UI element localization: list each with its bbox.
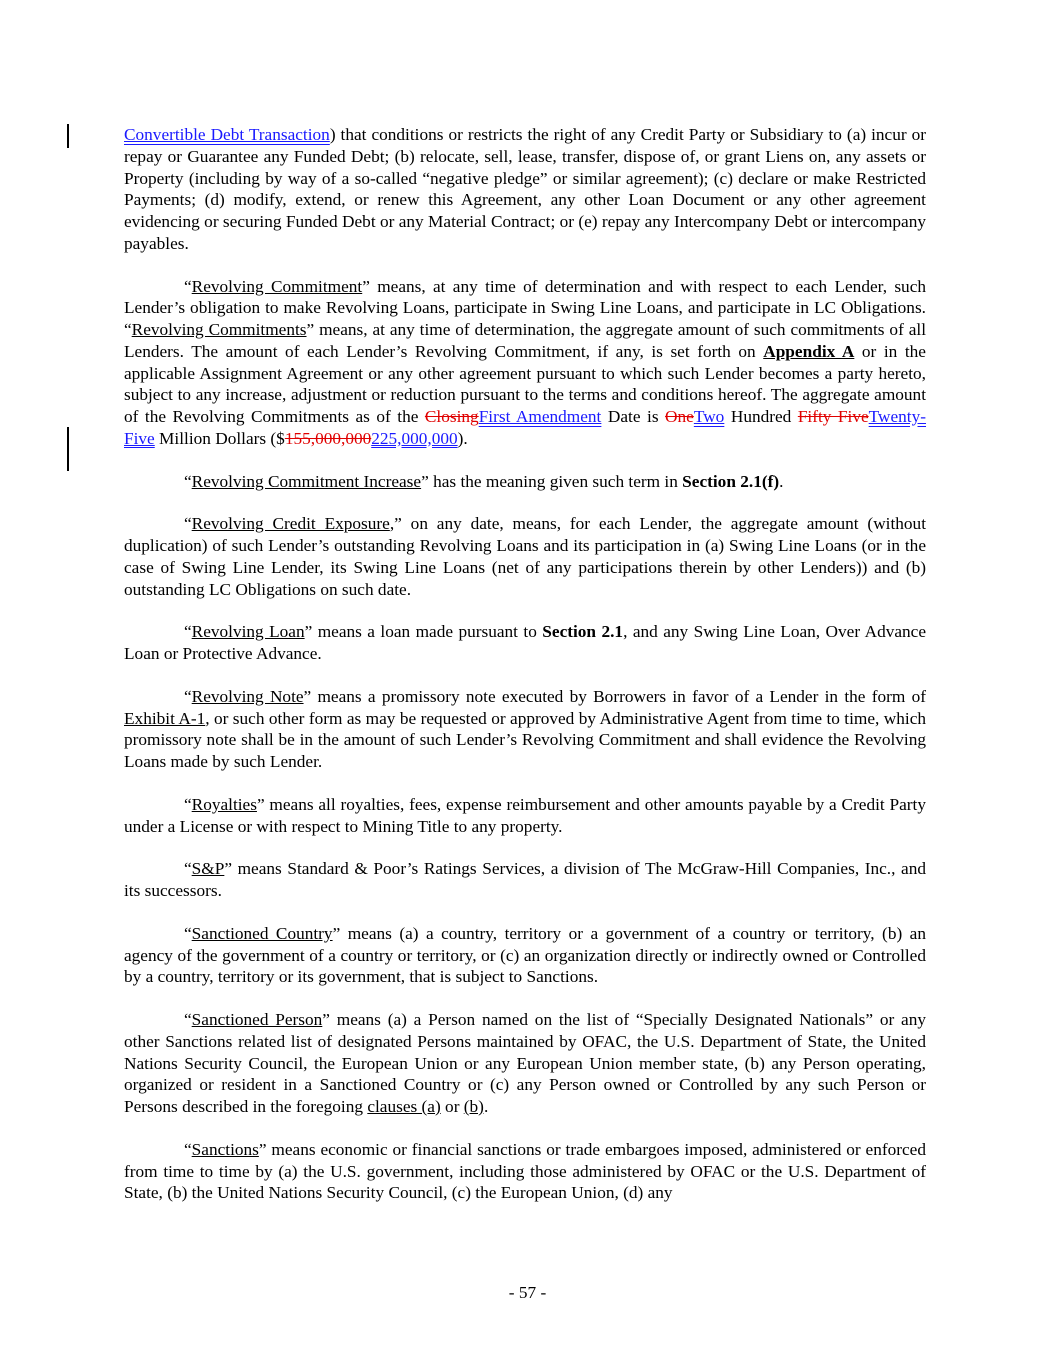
defined-term: Sanctioned Country <box>191 923 333 943</box>
page-number: - 57 - <box>508 1283 547 1302</box>
text-run: ). <box>457 428 468 448</box>
inserted-text: Two <box>693 407 725 426</box>
change-bar <box>67 124 69 148</box>
defined-term: Sanctioned Person <box>191 1010 323 1029</box>
definition-paragraph <box>124 686 926 773</box>
defined-term: Revolving Commitments <box>131 320 307 339</box>
text-run: . <box>779 471 784 491</box>
text-run: “ <box>184 794 192 814</box>
text-run: ” means Standard & Poor’s Ratings Services, a division of The McGraw-Hill Companies, Inc., and its successors. <box>124 859 926 900</box>
defined-term: Revolving Loan <box>191 622 305 642</box>
text-run: or in the applicable Assignment Agreement or any other agreement pursuant to which such Lender becomes a party hereto, subject to any increase, adjustment or reduction pursuant to the terms and conditions hereof. The aggregate amount of the Revolving Commitments as of the <box>124 341 926 426</box>
definition-paragraph <box>124 124 926 255</box>
defined-term: Revolving Credit Exposure <box>191 514 390 534</box>
defined-term: Royalties <box>191 794 257 814</box>
text-run: “ <box>184 686 192 706</box>
defined-term: Sanctions <box>191 1139 259 1159</box>
definition-paragraph <box>124 858 926 902</box>
definition-paragraph <box>124 923 926 988</box>
text-run: “ <box>184 1010 192 1029</box>
text-run: ” means (a) a Person named on the list of “Specially Designated Nationals” or any other Sanctions related list of designated Persons maintained by OFAC, the U.S. Department of State, the United Nations Security Council, the European Union or any European Union member state, (b) any Person operating, organized or resident in a Sanctioned Country or (c) any Person owned or Controlled by any such Person or Persons described in the foregoing <box>124 1010 926 1116</box>
text-run: Hundred <box>724 407 798 426</box>
deleted-text: Fifty Five <box>797 407 869 426</box>
text-run: ) that conditions or restricts the right of any Credit Party or Subsidiary to (a) incur or repay or Guarantee any Funded Debt; (b) relocate, sell, lease, transfer, dispose of, or grant Liens on, any assets or Property (including by way of a so-called “negative pledge” or similar agreement); (c) declare or make Restricted Payments; (d) modify, extend, or renew this Agreement, any other Loan Document or any other agreement evidencing or securing Funded Debt or any Material Contract; or (e) repay any Intercompany Debt or intercompany payables. <box>124 125 926 253</box>
definition-paragraph <box>124 1139 926 1204</box>
text-run: “ <box>184 514 192 534</box>
definition-paragraph <box>124 794 926 838</box>
defined-term: Revolving Note <box>191 686 304 706</box>
inserted-text: 225,000,000 <box>371 428 458 448</box>
defined-term: clauses (a) <box>367 1097 441 1116</box>
change-bar <box>67 427 69 471</box>
text-run: “ <box>184 622 192 642</box>
text-run: “ <box>184 923 192 943</box>
deleted-text: 155,000,000 <box>284 428 372 448</box>
text-run: or <box>440 1097 464 1116</box>
defined-term: Revolving Commitment <box>191 276 363 296</box>
section-reference: Section 2.1(f) <box>682 471 780 491</box>
text-run: , and any Swing Line Loan, Over Advance Loan or Protective Advance. <box>124 622 926 663</box>
text-run: ” means, at any time of determination, the aggregate amount of such commitments of all Lenders. The amount of each Lender’s Revolving Commitment, if any, is set forth on <box>124 320 926 361</box>
text-run: ” means, at any time of determination and with respect to each Lender, such Lender’s obligation to make Revolving Loans, participate in Swing Line Loans, and participate in LC Obligations. “ <box>124 276 927 339</box>
defined-term: Exhibit A-1 <box>124 708 206 728</box>
definition-paragraph <box>124 276 926 450</box>
defined-term: Revolving Commitment Increase <box>191 471 422 491</box>
text-run: “ <box>184 471 192 491</box>
inserted-text: Twenty-Five <box>124 407 926 448</box>
text-run: ” means all royalties, fees, expense reimbursement and other amounts payable by a Credit Party under a License or with respect to Mining Title to any property. <box>124 794 926 836</box>
definition-paragraph <box>124 1009 926 1118</box>
text-run: ” means economic or financial sanctions or trade embargoes imposed, administered or enforced from time to time by (a) the U.S. government, including those administered by OFAC or the U.S. Department of State, (b) the United Nations Security Council, (c) the European Union, (d) any <box>124 1139 926 1203</box>
text-run: ,” on any date, means, for each Lender, the aggregate amount (without duplication) of such Lender’s outstanding Revolving Loans and its participation in (a) Swing Line Loans (or in the case of Swing Line Lender, its Swing Line Loans (net of any participations therein by other Lenders)) and (b) outstanding LC Obligations on such date. <box>124 514 926 599</box>
appendix-reference: Appendix A <box>763 341 855 361</box>
text-run: ” means (a) a country, territory or a government of a country or territory, (b) an agency of the government of a country or territory, or (c) an organization directly or indirectly owned or Controlled by a country, territory or its government, that is subject to Sanctions. <box>124 923 926 987</box>
document-body <box>124 124 926 1225</box>
deleted-text: Closing <box>424 407 479 426</box>
text-run: . <box>483 1097 489 1116</box>
definition-paragraph <box>124 471 926 493</box>
text-run: Million Dollars ($ <box>154 428 285 448</box>
text-run: “ <box>184 1139 192 1159</box>
text-run: , or such other form as may be requested or approved by Administrative Agent from time to time, which promissory note shall be in the amount of such Lender’s Revolving Commitment and shall evidence the Revolving Loans made by such Lender. <box>124 708 927 771</box>
definition-paragraph <box>124 621 926 665</box>
text-run: Date is <box>601 407 666 426</box>
definition-paragraph <box>124 513 926 600</box>
text-run: “ <box>184 859 192 879</box>
inserted-text: Convertible Debt Transaction <box>124 125 330 144</box>
defined-term: (b) <box>463 1097 484 1116</box>
defined-term: S&P <box>191 859 225 879</box>
text-run: ” means a promissory note executed by Borrowers in favor of a Lender in the form of <box>303 686 926 706</box>
text-run: “ <box>184 276 192 296</box>
text-run: ” has the meaning given such term in <box>421 471 683 491</box>
inserted-text: First Amendment <box>478 407 602 426</box>
text-run: ” means a loan made pursuant to <box>304 622 543 642</box>
deleted-text: One <box>665 407 694 426</box>
section-reference: Section 2.1 <box>542 622 624 642</box>
